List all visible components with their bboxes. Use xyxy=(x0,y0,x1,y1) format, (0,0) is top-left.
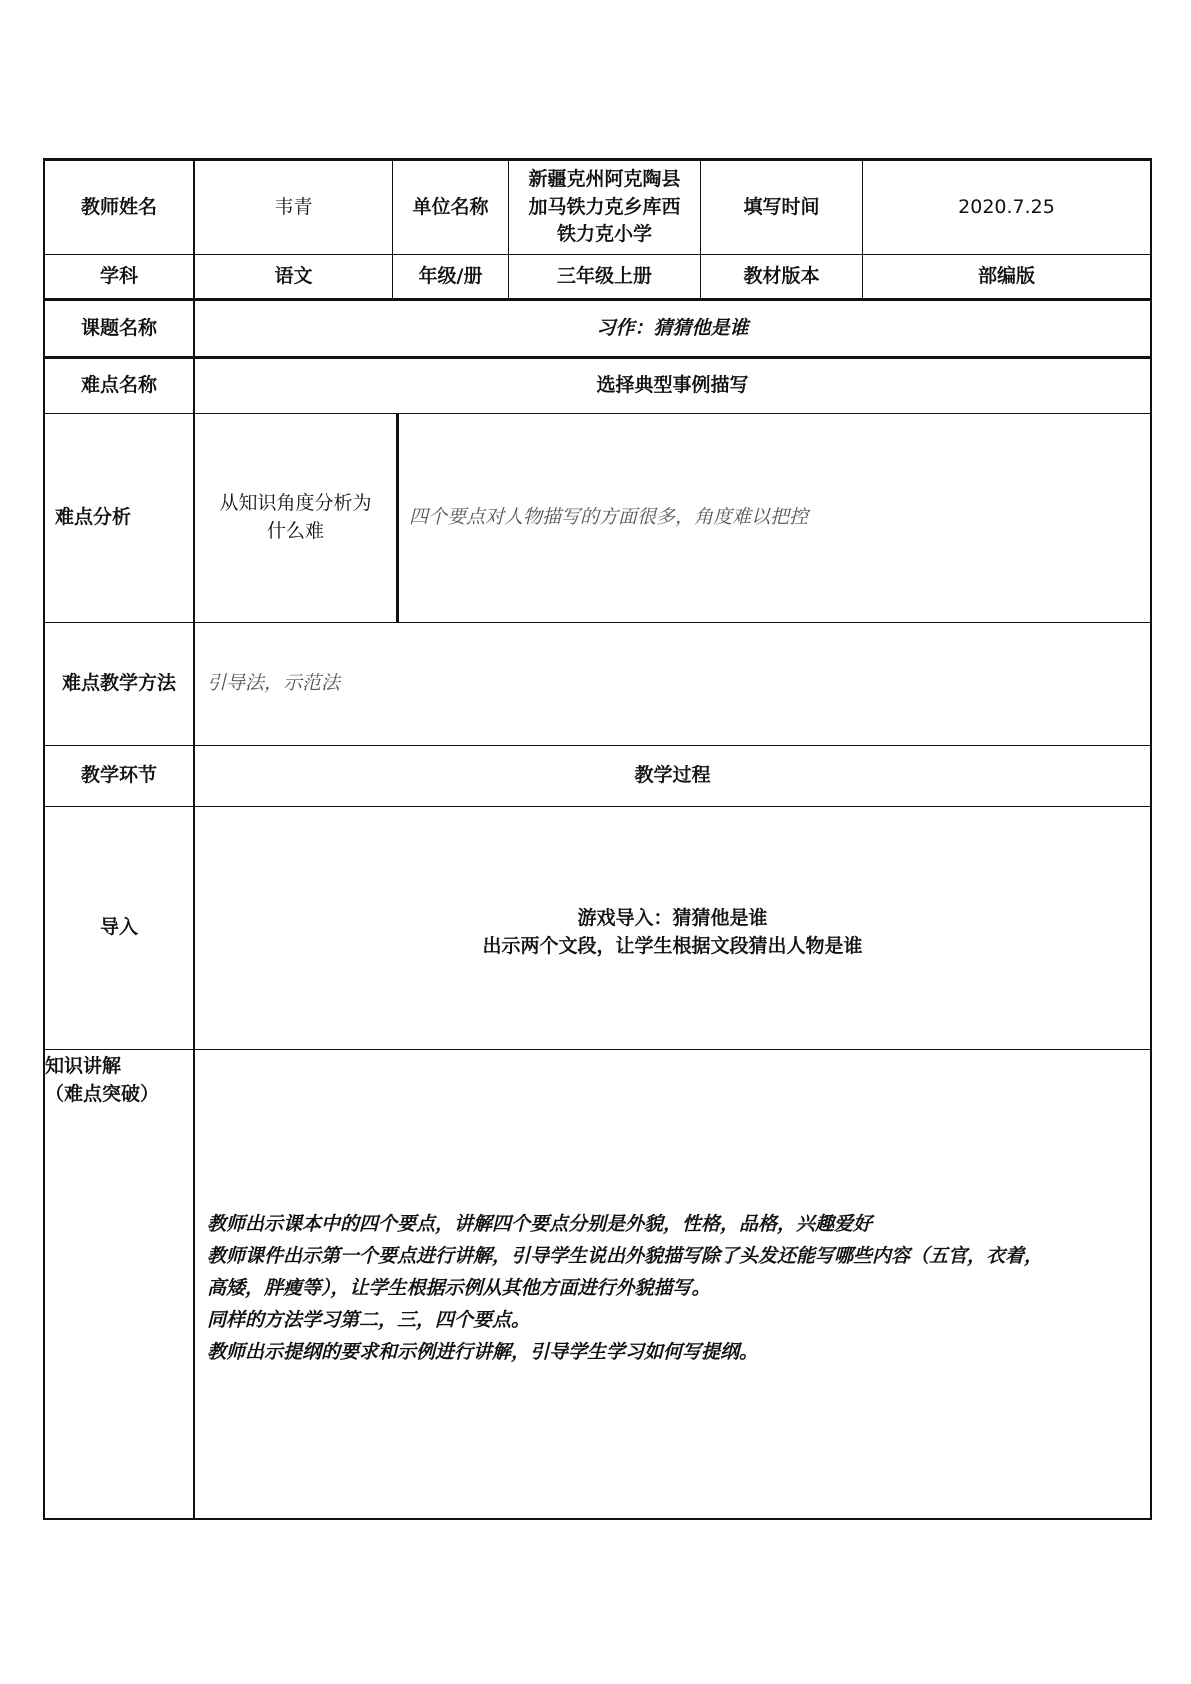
knowledge-line-4: 同样的方法学习第二，三，四个要点。 xyxy=(207,1309,531,1331)
fill-date-label: 填写时间 xyxy=(743,195,820,218)
knowledge-label-line-1: 知识讲解 xyxy=(45,1055,122,1077)
fill-date-value: 2020.7.25 xyxy=(958,195,1055,218)
unit-name-value xyxy=(509,161,700,254)
unit-name-line-2: 加马铁力克乡库西 xyxy=(528,195,681,218)
knowledge-line-1: 教师出示课本中的四个要点，讲解四个要点分别是外貌，性格，品格，兴趣爱好 xyxy=(207,1213,873,1235)
subject-label: 学科 xyxy=(99,264,138,287)
difficulty-label: 难点名称 xyxy=(80,374,157,397)
teacher-name-value: 韦青 xyxy=(274,195,313,218)
intro-content xyxy=(195,807,1150,1049)
process-content-header: 教学过程 xyxy=(634,764,711,787)
intro-line-2: 出示两个文段，让学生根据文段猜出人物是谁 xyxy=(482,935,863,957)
unit-name-label: 单位名称 xyxy=(412,195,489,218)
knowledge-label-line-2: （难点突破） xyxy=(45,1082,160,1105)
knowledge-line-2: 教师课件出示第一个要点进行讲解，引导学生说出外貌描写除了头发还能写哪些内容（五官，衣着， xyxy=(207,1245,1044,1267)
analysis-sub-label-line-1: 从知识角度分析为 xyxy=(219,492,372,515)
analysis-sub-label xyxy=(195,414,396,622)
unit-name-line-3: 铁力克小学 xyxy=(556,223,652,246)
topic-label: 课题名称 xyxy=(80,316,157,339)
grade-value: 三年级上册 xyxy=(556,264,652,287)
method-label: 难点教学方法 xyxy=(61,672,176,695)
analysis-sub-label-line-2: 什么难 xyxy=(266,520,324,542)
row-divider-8 xyxy=(43,1049,1152,1050)
difficulty-value: 选择典型事例描写 xyxy=(596,374,749,397)
analysis-value: 四个要点对人物描写的方面很多，角度难以把控 xyxy=(409,506,809,529)
analysis-label: 难点分析 xyxy=(55,506,132,529)
knowledge-line-3: 高矮，胖瘦等），让学生根据示例从其他方面进行外貌描写。 xyxy=(207,1277,711,1299)
method-value: 引导法，示范法 xyxy=(207,672,341,695)
process-stage-header: 教学环节 xyxy=(80,764,157,787)
topic-value: 习作：猜猜他是谁 xyxy=(596,316,749,339)
intro-label: 导入 xyxy=(99,916,138,939)
table-border-bottom xyxy=(43,1518,1152,1520)
grade-label: 年级/册 xyxy=(418,264,483,287)
edition-label: 教材版本 xyxy=(743,264,820,287)
intro-line-1: 游戏导入：猜猜他是谁 xyxy=(577,907,768,930)
edition-value: 部编版 xyxy=(977,264,1035,287)
unit-name-line-1: 新疆克州阿克陶县 xyxy=(528,168,681,191)
teacher-name-label: 教师姓名 xyxy=(80,195,157,218)
table-border-right xyxy=(1150,158,1152,1520)
col-divider-analysis xyxy=(396,413,399,622)
knowledge-line-5: 教师出示提纲的要求和示例进行讲解，引导学生学习如何写提纲。 xyxy=(207,1341,759,1363)
knowledge-label xyxy=(45,1053,193,1133)
knowledge-content xyxy=(207,1208,1147,1368)
subject-value: 语文 xyxy=(274,264,313,287)
